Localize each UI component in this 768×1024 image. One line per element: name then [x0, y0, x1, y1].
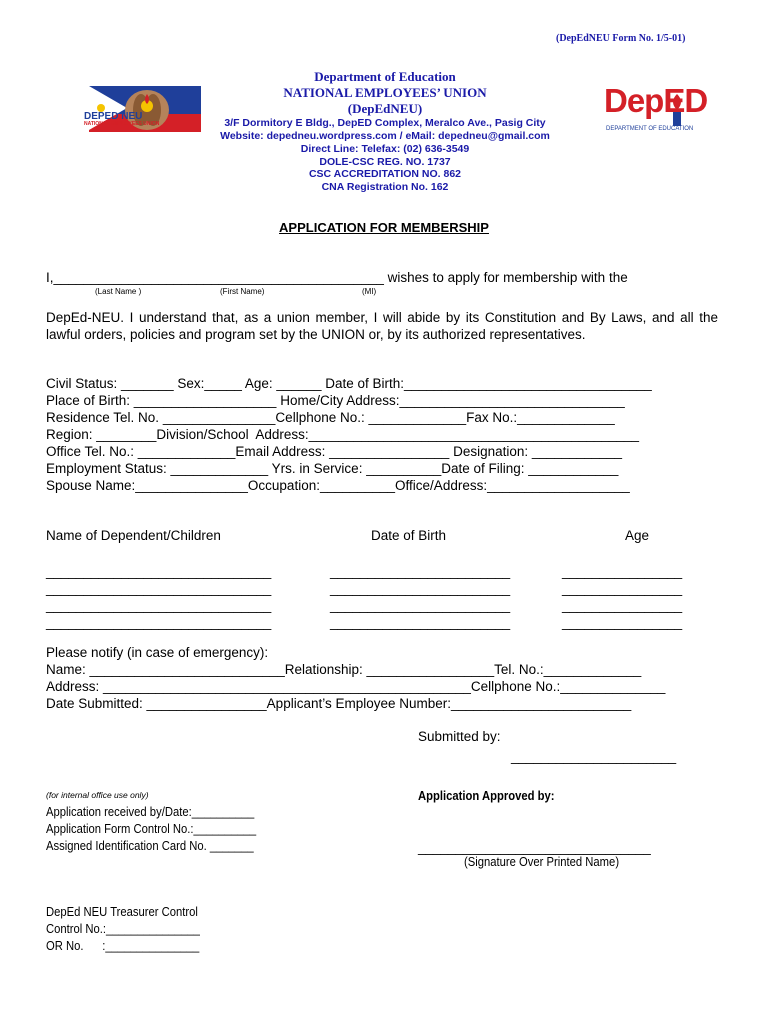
signature-caption: (Signature Over Printed Name) [464, 855, 620, 869]
application-received-line[interactable]: Application received by/Date:__________ [46, 805, 255, 819]
deped-logo [602, 70, 712, 136]
form-title: APPLICATION FOR MEMBERSHIP [279, 220, 489, 235]
header-address: 3/F Dormitory E Bldg., DepED Complex, Meralco Ave., Pasig City [224, 117, 546, 129]
id-card-number-line[interactable]: Assigned Identification Card No. _______ [46, 839, 254, 853]
field-place-of-birth-line[interactable]: Place of Birth: ___________________ Home/City Address:______________________________ [46, 393, 625, 408]
field-employment-status-line[interactable]: Employment Status: _____________ Yrs. in Service: __________Date of Filing: ____________ [46, 461, 619, 476]
dependent-dob-blank[interactable]: ________________________ [330, 598, 511, 613]
dependent-age-blank[interactable]: ________________ [562, 615, 683, 630]
or-number-line[interactable]: OR No. :_______________ [46, 939, 200, 953]
header-union-name: NATIONAL EMPLOYEES’ UNION [283, 85, 487, 100]
dependents-dob-header: Date of Birth [371, 528, 447, 543]
dependent-age-blank[interactable]: ________________ [562, 564, 683, 579]
header-direct-line: Direct Line: Telefax: (02) 636-3549 [300, 143, 470, 155]
approver-signature-line[interactable]: _______________________________ [418, 840, 651, 855]
field-office-tel-line[interactable]: Office Tel. No.: _____________Email Address: ________________ Designation: ____________ [46, 444, 622, 459]
field-residence-tel-line[interactable]: Residence Tel. No. _______________Cellphone No.: _____________Fax No.:_____________ [46, 410, 615, 425]
depedneu-logo-name: DEPED NEU [84, 111, 143, 122]
date-submitted-line[interactable]: Date Submitted: ________________Applicant’s Employee Number:________________________ [46, 696, 632, 711]
submitted-by-label: Submitted by: [418, 729, 501, 744]
field-civil-status-line[interactable]: Civil Status: _______ Sex:_____ Age: ______ Date of Birth:_________________________________ [46, 376, 652, 391]
dependent-name-blank[interactable]: ______________________________ [46, 581, 272, 596]
dependent-name-blank[interactable]: ______________________________ [46, 564, 272, 579]
header-cna-registration: CNA Registration No. 162 [321, 181, 449, 193]
last-name-caption: (Last Name ) [95, 287, 142, 296]
dependent-age-blank[interactable]: ________________ [562, 598, 683, 613]
treasurer-control-number-line[interactable]: Control No.:_______________ [46, 922, 200, 936]
dependent-dob-blank[interactable]: ________________________ [330, 564, 511, 579]
internal-use-note: (for internal office use only) [46, 790, 149, 800]
emergency-heading: Please notify (in case of emergency): [46, 645, 269, 660]
dependent-dob-blank[interactable]: ________________________ [330, 615, 511, 630]
deped-logo-wordmark: DepED [604, 82, 708, 119]
treasurer-control-heading: DepEd NEU Treasurer Control [46, 905, 198, 919]
emergency-address-line[interactable]: Address: _________________________________________________Cellphone No.:______________ [46, 679, 666, 694]
first-name-caption: (First Name) [220, 287, 265, 296]
header-union-abbr: (DepEdNEU) [347, 101, 423, 116]
dependents-name-header: Name of Dependent/Children [46, 528, 221, 543]
submitted-by-signature-line[interactable]: ______________________ [511, 749, 677, 764]
form-control-number-line[interactable]: Application Form Control No.:__________ [46, 822, 257, 836]
dependent-name-blank[interactable]: ______________________________ [46, 598, 272, 613]
dependent-dob-blank[interactable]: ________________________ [330, 581, 511, 596]
membership-paragraph: DepEd-NEU. I understand that, as a union member, I will abide by its Constitution and By Laws, and all the lawful orders, policies and program set by the UNION or, by its authorized representatives. [46, 310, 718, 342]
field-spouse-line[interactable]: Spouse Name:_______________Occupation:__________Office/Address:___________________ [46, 478, 630, 493]
form-number: (DepEdNEU Form No. 1/5-01) [556, 33, 686, 44]
applicant-name-line[interactable]: I,____________________________________________ wishes to apply for membership with the [46, 270, 628, 285]
middle-initial-caption: (MI) [362, 287, 377, 296]
depedneu-logo-subtitle: NATIONAL EMPLOYEES UNION [84, 121, 160, 127]
header-website: Website: depedneu.wordpress.com / eMail: depedneu@gmail.com [220, 130, 550, 142]
field-region-line[interactable]: Region: ________Division/School Address:____________________________________________ [46, 427, 640, 442]
dependent-name-blank[interactable]: ______________________________ [46, 615, 272, 630]
approved-by-label: Application Approved by: [418, 789, 555, 803]
emergency-name-line[interactable]: Name: __________________________Relationship: _________________Tel. No.:_____________ [46, 662, 642, 677]
deped-logo-subtitle: DEPARTMENT OF EDUCATION [606, 126, 694, 132]
header-department: Department of Education [314, 69, 456, 84]
dependent-age-blank[interactable]: ________________ [562, 581, 683, 596]
header-dole-reg: DOLE-CSC REG. NO. 1737 [319, 156, 451, 168]
header-csc-accreditation: CSC ACCREDITATION NO. 862 [308, 168, 462, 180]
dependents-age-header: Age [625, 528, 650, 543]
